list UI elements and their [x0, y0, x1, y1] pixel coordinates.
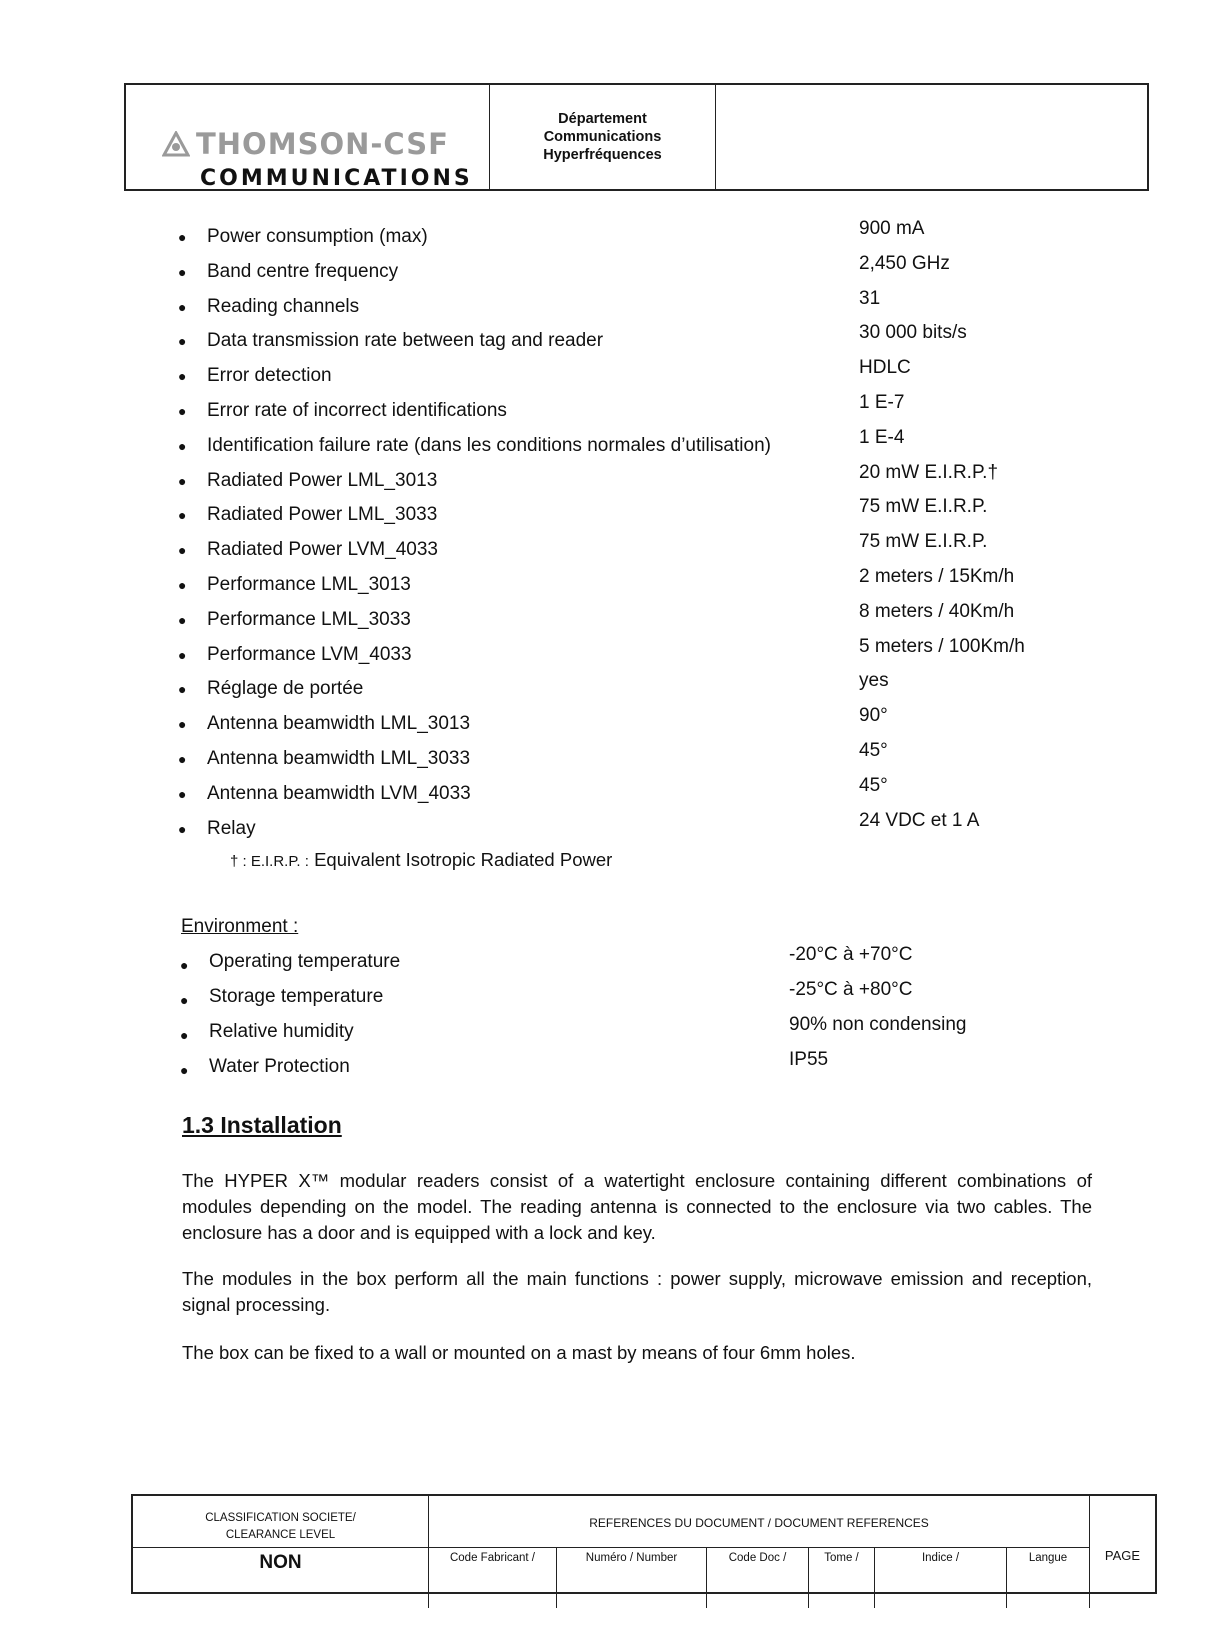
spec-label: Performance LVM_4033 [207, 643, 412, 665]
spec-row [0, 703, 1224, 738]
env-label: Water Protection [209, 1056, 350, 1077]
env-value: -20°C à +70°C [789, 944, 913, 965]
spec-row [0, 773, 1224, 808]
spec-label: Radiated Power LML_3013 [207, 469, 438, 491]
spec-value: 1 E-4 [859, 426, 905, 448]
bullet-icon: ● [178, 785, 187, 802]
bullet-icon: ● [178, 333, 187, 350]
classification-cell [133, 1496, 429, 1548]
spec-label: Performance LML_3013 [207, 573, 411, 595]
bullet-icon: ● [178, 681, 187, 698]
document-footer [131, 1494, 1157, 1594]
spec-list [0, 216, 1224, 842]
spec-label: Relay [207, 817, 256, 839]
dept-line: Hyperfréquences [543, 147, 662, 163]
footnote-text: Equivalent Isotropic Radiated Power [314, 849, 613, 870]
bullet-icon: ● [178, 298, 187, 315]
bullet-icon: ● [178, 716, 187, 733]
env-row [0, 1016, 1224, 1051]
bullet-icon: ● [178, 507, 187, 524]
spec-row [0, 668, 1224, 703]
classification-line: CLEARANCE LEVEL [225, 1529, 336, 1541]
col-code-doc: Code Doc / [707, 1548, 809, 1608]
paragraph: The HYPER X™ modular readers consist of a watertight enclosure containing different combinations of modules depending on the model. The reading antenna is connected to the enclosure via two cables. The enclosure has a door and is equipped with a lock and key. [182, 1170, 1092, 1243]
spec-row [0, 216, 1224, 251]
spec-label: Radiated Power LVM_4033 [207, 539, 438, 561]
environment-heading: Environment : [181, 916, 299, 937]
bullet-icon: ● [178, 402, 187, 419]
bullet-icon: ● [178, 472, 187, 489]
header-empty-cell [716, 85, 1147, 189]
spec-label: Error detection [207, 365, 332, 387]
env-value: 90% non condensing [789, 1014, 967, 1035]
spec-label: Réglage de portée [207, 678, 364, 700]
env-row [0, 946, 1224, 981]
spec-value: 1 E-7 [859, 391, 905, 413]
bullet-icon: ● [178, 229, 187, 245]
company-logo [126, 85, 490, 189]
bullet-icon: ● [178, 820, 187, 837]
col-indice: Indice / [875, 1548, 1007, 1608]
bullet-icon: ● [180, 957, 189, 973]
bullet-icon: ● [180, 1027, 189, 1043]
spec-value: 31 [859, 287, 881, 309]
spec-row [0, 355, 1224, 390]
spec-value: 2,450 GHz [859, 252, 950, 274]
env-value: IP55 [789, 1049, 829, 1070]
page-label: PAGE [1104, 1548, 1141, 1563]
col-numero: Numéro / Number [557, 1548, 707, 1608]
footnote-prefix: † : E.I.R.P. : [230, 853, 309, 870]
env-label: Relative humidity [209, 1021, 354, 1042]
spec-label: Reading channels [207, 295, 360, 317]
classification-value: NON [133, 1548, 429, 1608]
col-tome: Tome / [809, 1548, 875, 1608]
environment-list [0, 946, 1224, 1086]
spec-value: 20 mW E.I.R.P.† [859, 461, 999, 483]
bullet-icon: ● [180, 992, 189, 1008]
env-row [0, 1051, 1224, 1086]
logo-sub-text: COMMUNICATIONS [200, 166, 473, 191]
spec-row [0, 634, 1224, 669]
paragraph: The box can be fixed to a wall or mounted on a mast by means of four 6mm holes. [182, 1342, 856, 1363]
env-row [0, 981, 1224, 1016]
spec-row [0, 320, 1224, 355]
logo-brand-text: THOMSON-CSF [196, 127, 449, 161]
bullet-icon: ● [178, 542, 187, 559]
col-code-fabricant: Code Fabricant / [429, 1548, 557, 1608]
spec-value: 90° [859, 705, 888, 727]
bullet-icon: ● [178, 576, 187, 593]
spec-row [0, 808, 1224, 843]
spec-label: Performance LML_3033 [207, 608, 411, 630]
dept-line: Département [558, 111, 647, 127]
bullet-icon: ● [178, 611, 187, 628]
spec-row [0, 599, 1224, 634]
spec-row [0, 494, 1224, 529]
thomson-logo-icon [162, 131, 190, 157]
spec-value: 30 000 bits/s [859, 322, 967, 344]
spec-label: Identification failure rate (dans les conditions normales d’utilisation) [207, 434, 771, 456]
spec-value: 900 mA [859, 218, 925, 239]
bullet-icon: ● [178, 750, 187, 767]
references-header: REFERENCES DU DOCUMENT / DOCUMENT REFERENCES [429, 1496, 1090, 1548]
spec-label: Band centre frequency [207, 260, 399, 282]
spec-row [0, 390, 1224, 425]
spec-row [0, 529, 1224, 564]
spec-label: Power consumption (max) [207, 226, 428, 247]
spec-label: Error rate of incorrect identifications [207, 399, 507, 421]
bullet-icon: ● [178, 263, 187, 280]
spec-value: 8 meters / 40Km/h [859, 600, 1015, 622]
spec-row [0, 738, 1224, 773]
footnote [230, 849, 612, 871]
bullet-icon: ● [178, 368, 187, 385]
bullet-icon: ● [180, 1062, 189, 1078]
spec-value: 75 mW E.I.R.P. [859, 496, 988, 518]
document-header [124, 83, 1149, 191]
spec-value: 45° [859, 774, 888, 796]
classification-line: CLASSIFICATION SOCIETE/ [205, 1512, 356, 1524]
department-cell [490, 85, 716, 189]
spec-row [0, 286, 1224, 321]
spec-value: 75 mW E.I.R.P. [859, 531, 988, 553]
spec-label: Data transmission rate between tag and reader [207, 330, 604, 352]
spec-value: HDLC [859, 357, 911, 379]
spec-value: yes [859, 670, 889, 692]
spec-row [0, 425, 1224, 460]
spec-value: 2 meters / 15Km/h [859, 565, 1015, 587]
bullet-icon: ● [178, 646, 187, 663]
spec-row [0, 251, 1224, 286]
spec-label: Antenna beamwidth LVM_4033 [207, 782, 471, 804]
env-label: Operating temperature [209, 951, 401, 972]
col-langue: Langue [1007, 1548, 1090, 1608]
env-value: -25°C à +80°C [789, 979, 913, 1000]
spec-label: Antenna beamwidth LML_3013 [207, 713, 471, 735]
spec-row [0, 460, 1224, 495]
spec-label: Antenna beamwidth LML_3033 [207, 747, 471, 769]
paragraph: The modules in the box perform all the main functions : power supply, microwave emission and reception, signal processing. [182, 1268, 1092, 1315]
section-title: 1.3 Installation [182, 1112, 342, 1138]
dept-line: Communications [543, 129, 662, 145]
env-label: Storage temperature [209, 986, 384, 1007]
spec-row [0, 564, 1224, 599]
spec-value: 24 VDC et 1 A [859, 809, 980, 831]
spec-value: 5 meters / 100Km/h [859, 635, 1025, 657]
bullet-icon: ● [178, 437, 187, 454]
spec-value: 45° [859, 739, 888, 761]
spec-label: Radiated Power LML_3033 [207, 504, 438, 526]
